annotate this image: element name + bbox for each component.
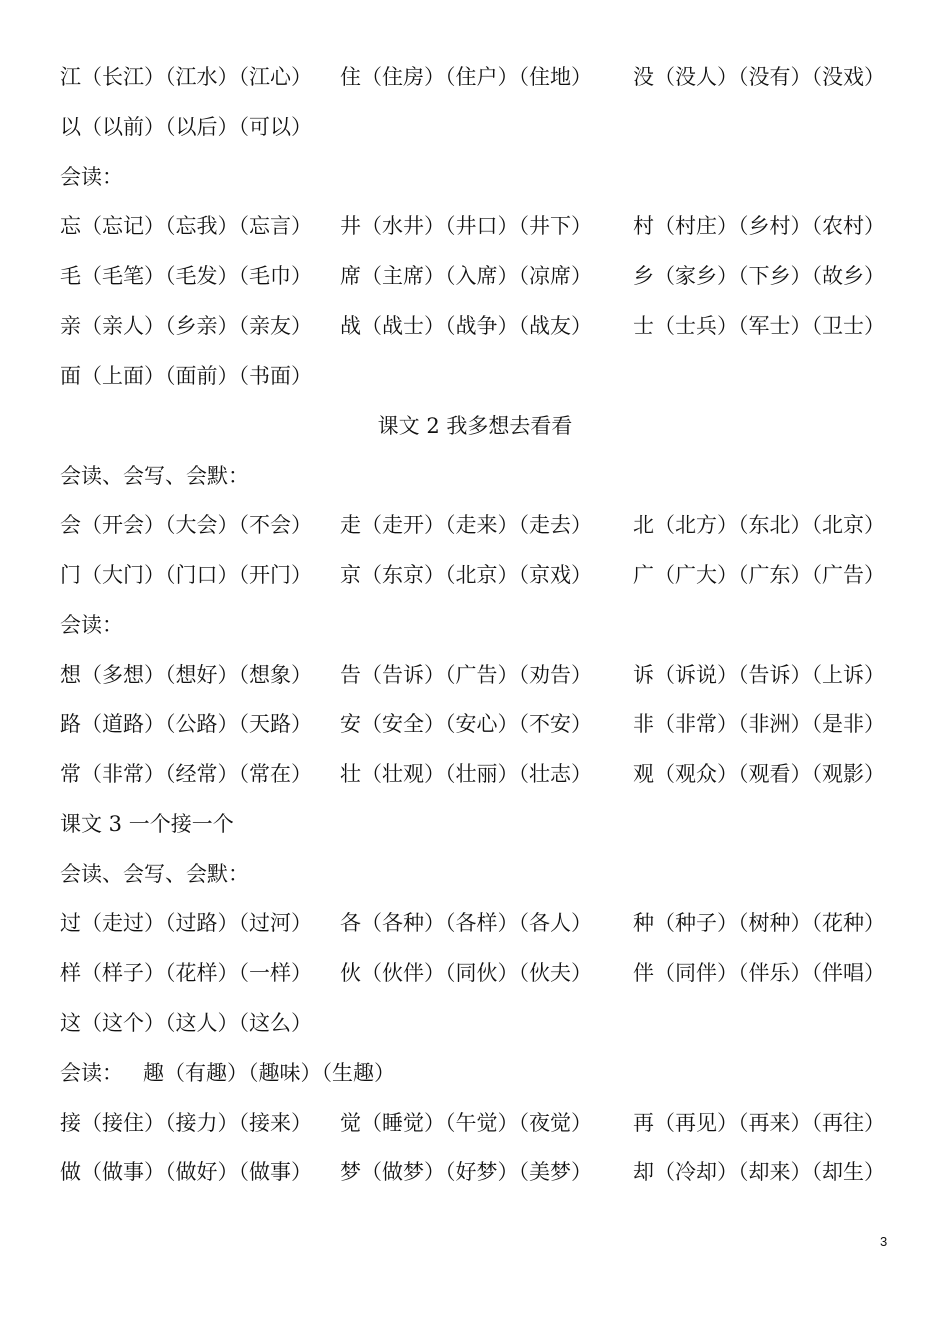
vocab-entry: 壮（壮观）（壮丽）（壮志） <box>340 762 592 786</box>
vocab-row <box>60 707 900 741</box>
vocab-row <box>60 757 900 791</box>
vocab-entry: 觉（睡觉）（午觉）（夜觉） <box>340 1111 592 1135</box>
vocab-entry: 会（开会）（大会）（不会） <box>60 513 312 537</box>
vocab-entry: 井（水井）（井口）（井下） <box>340 214 592 238</box>
vocab-entry: 伙（伙伴）（同伙）（伙夫） <box>340 961 592 985</box>
vocab-entry: 梦（做梦）（好梦）（美梦） <box>340 1160 592 1184</box>
vocab-entry: 非（非常）（非洲）（是非） <box>633 712 885 736</box>
vocab-entry: 面（上面）（面前）（书面） <box>60 364 312 388</box>
vocab-entry: 席（主席）（入席）（凉席） <box>340 264 592 288</box>
section-label <box>60 160 900 194</box>
vocab-entry: 各（各种）（各样）（各人） <box>340 911 592 935</box>
section-label-text: 会读： <box>60 613 123 637</box>
vocab-entry: 毛（毛笔）（毛发）（毛巾） <box>60 264 312 288</box>
vocab-entry: 路（道路）（公路）（天路） <box>60 712 312 736</box>
vocab-entry: 接（接住）（接力）（接来） <box>60 1111 312 1135</box>
vocab-entry: 却（冷却）（却来）（却生） <box>633 1160 885 1184</box>
vocab-entry: 士（士兵）（军士）（卫士） <box>633 314 885 338</box>
vocab-entry: 安（安全）（安心）（不安） <box>340 712 592 736</box>
vocab-entry: 住（住房）（住户）（住地） <box>340 65 592 89</box>
vocab-entry: 常（非常）（经常）（常在） <box>60 762 312 786</box>
vocab-row <box>60 309 900 343</box>
vocab-entry: 样（样子）（花样）（一样） <box>60 961 312 985</box>
vocab-row <box>60 956 900 990</box>
vocab-entry: 亲（亲人）（乡亲）（亲友） <box>60 314 312 338</box>
vocab-entry: 伴（同伴）（伴乐）（伴唱） <box>633 961 885 985</box>
vocab-entry: 种（种子）（树种）（花种） <box>633 911 885 935</box>
vocab-entry: 告（告诉）（广告）（劝告） <box>340 663 592 687</box>
vocab-entry: 忘（忘记）（忘我）（忘言） <box>60 214 312 238</box>
vocab-row <box>60 558 900 592</box>
section-label-text: 会读： <box>60 165 123 189</box>
vocab-entry: 没（没人）（没有）（没戏） <box>633 65 885 89</box>
section-label <box>60 608 900 642</box>
section-label-text: 会读、会写、会默： <box>60 464 249 488</box>
vocab-row <box>60 259 900 293</box>
vocab-entry: 观（观众）（观看）（观影） <box>633 762 885 786</box>
vocab-row <box>60 658 900 692</box>
section-label <box>60 459 900 493</box>
vocab-entry: 广（广大）（广东）（广告） <box>633 563 885 587</box>
vocab-entry: 做（做事）（做好）（做事） <box>60 1160 312 1184</box>
vocab-row <box>60 1106 900 1140</box>
vocab-entry: 再（再见）（再来）（再往） <box>633 1111 885 1135</box>
vocab-entry: 北（北方）（东北）（北京） <box>633 513 885 537</box>
vocab-row <box>60 110 900 144</box>
vocab-entry: 走（走开）（走来）（走去） <box>340 513 592 537</box>
page-number: 3 <box>880 1234 888 1249</box>
vocab-row <box>60 1006 900 1040</box>
section-label-text: 会读、会写、会默： <box>60 862 249 886</box>
vocab-entry: 村（村庄）（乡村）（农村） <box>633 214 885 238</box>
vocab-row <box>60 1155 900 1189</box>
section-label-text: 会读： 趣（有趣）（趣味）（生趣） <box>60 1061 396 1085</box>
vocab-entry: 诉（诉说）（告诉）（上诉） <box>633 663 885 687</box>
vocab-entry: 江（长江）（江水）（江心） <box>60 65 312 89</box>
vocab-row <box>60 508 900 542</box>
vocab-row <box>60 60 900 94</box>
vocab-entry: 想（多想）（想好）（想象） <box>60 663 312 687</box>
section-label <box>60 857 900 891</box>
vocab-row <box>60 359 900 393</box>
lesson-title-text: 课文 3 一个接一个 <box>60 812 234 836</box>
lesson-title: 课文 2 我多想去看看 <box>377 414 573 438</box>
vocab-row <box>60 906 900 940</box>
vocab-row <box>60 209 900 243</box>
vocab-entry: 门（大门）（门口）（开门） <box>60 563 312 587</box>
vocab-entry: 乡（家乡）（下乡）（故乡） <box>633 264 885 288</box>
vocab-entry: 战（战士）（战争）（战友） <box>340 314 592 338</box>
section-label <box>60 1056 900 1090</box>
lesson-title <box>60 807 900 841</box>
vocab-entry: 京（东京）（北京）（京戏） <box>340 563 592 587</box>
vocab-entry: 以（以前）（以后）（可以） <box>60 115 312 139</box>
vocab-entry: 这（这个）（这人）（这么） <box>60 1011 312 1035</box>
vocab-entry: 过（走过）（过路）（过河） <box>60 911 312 935</box>
